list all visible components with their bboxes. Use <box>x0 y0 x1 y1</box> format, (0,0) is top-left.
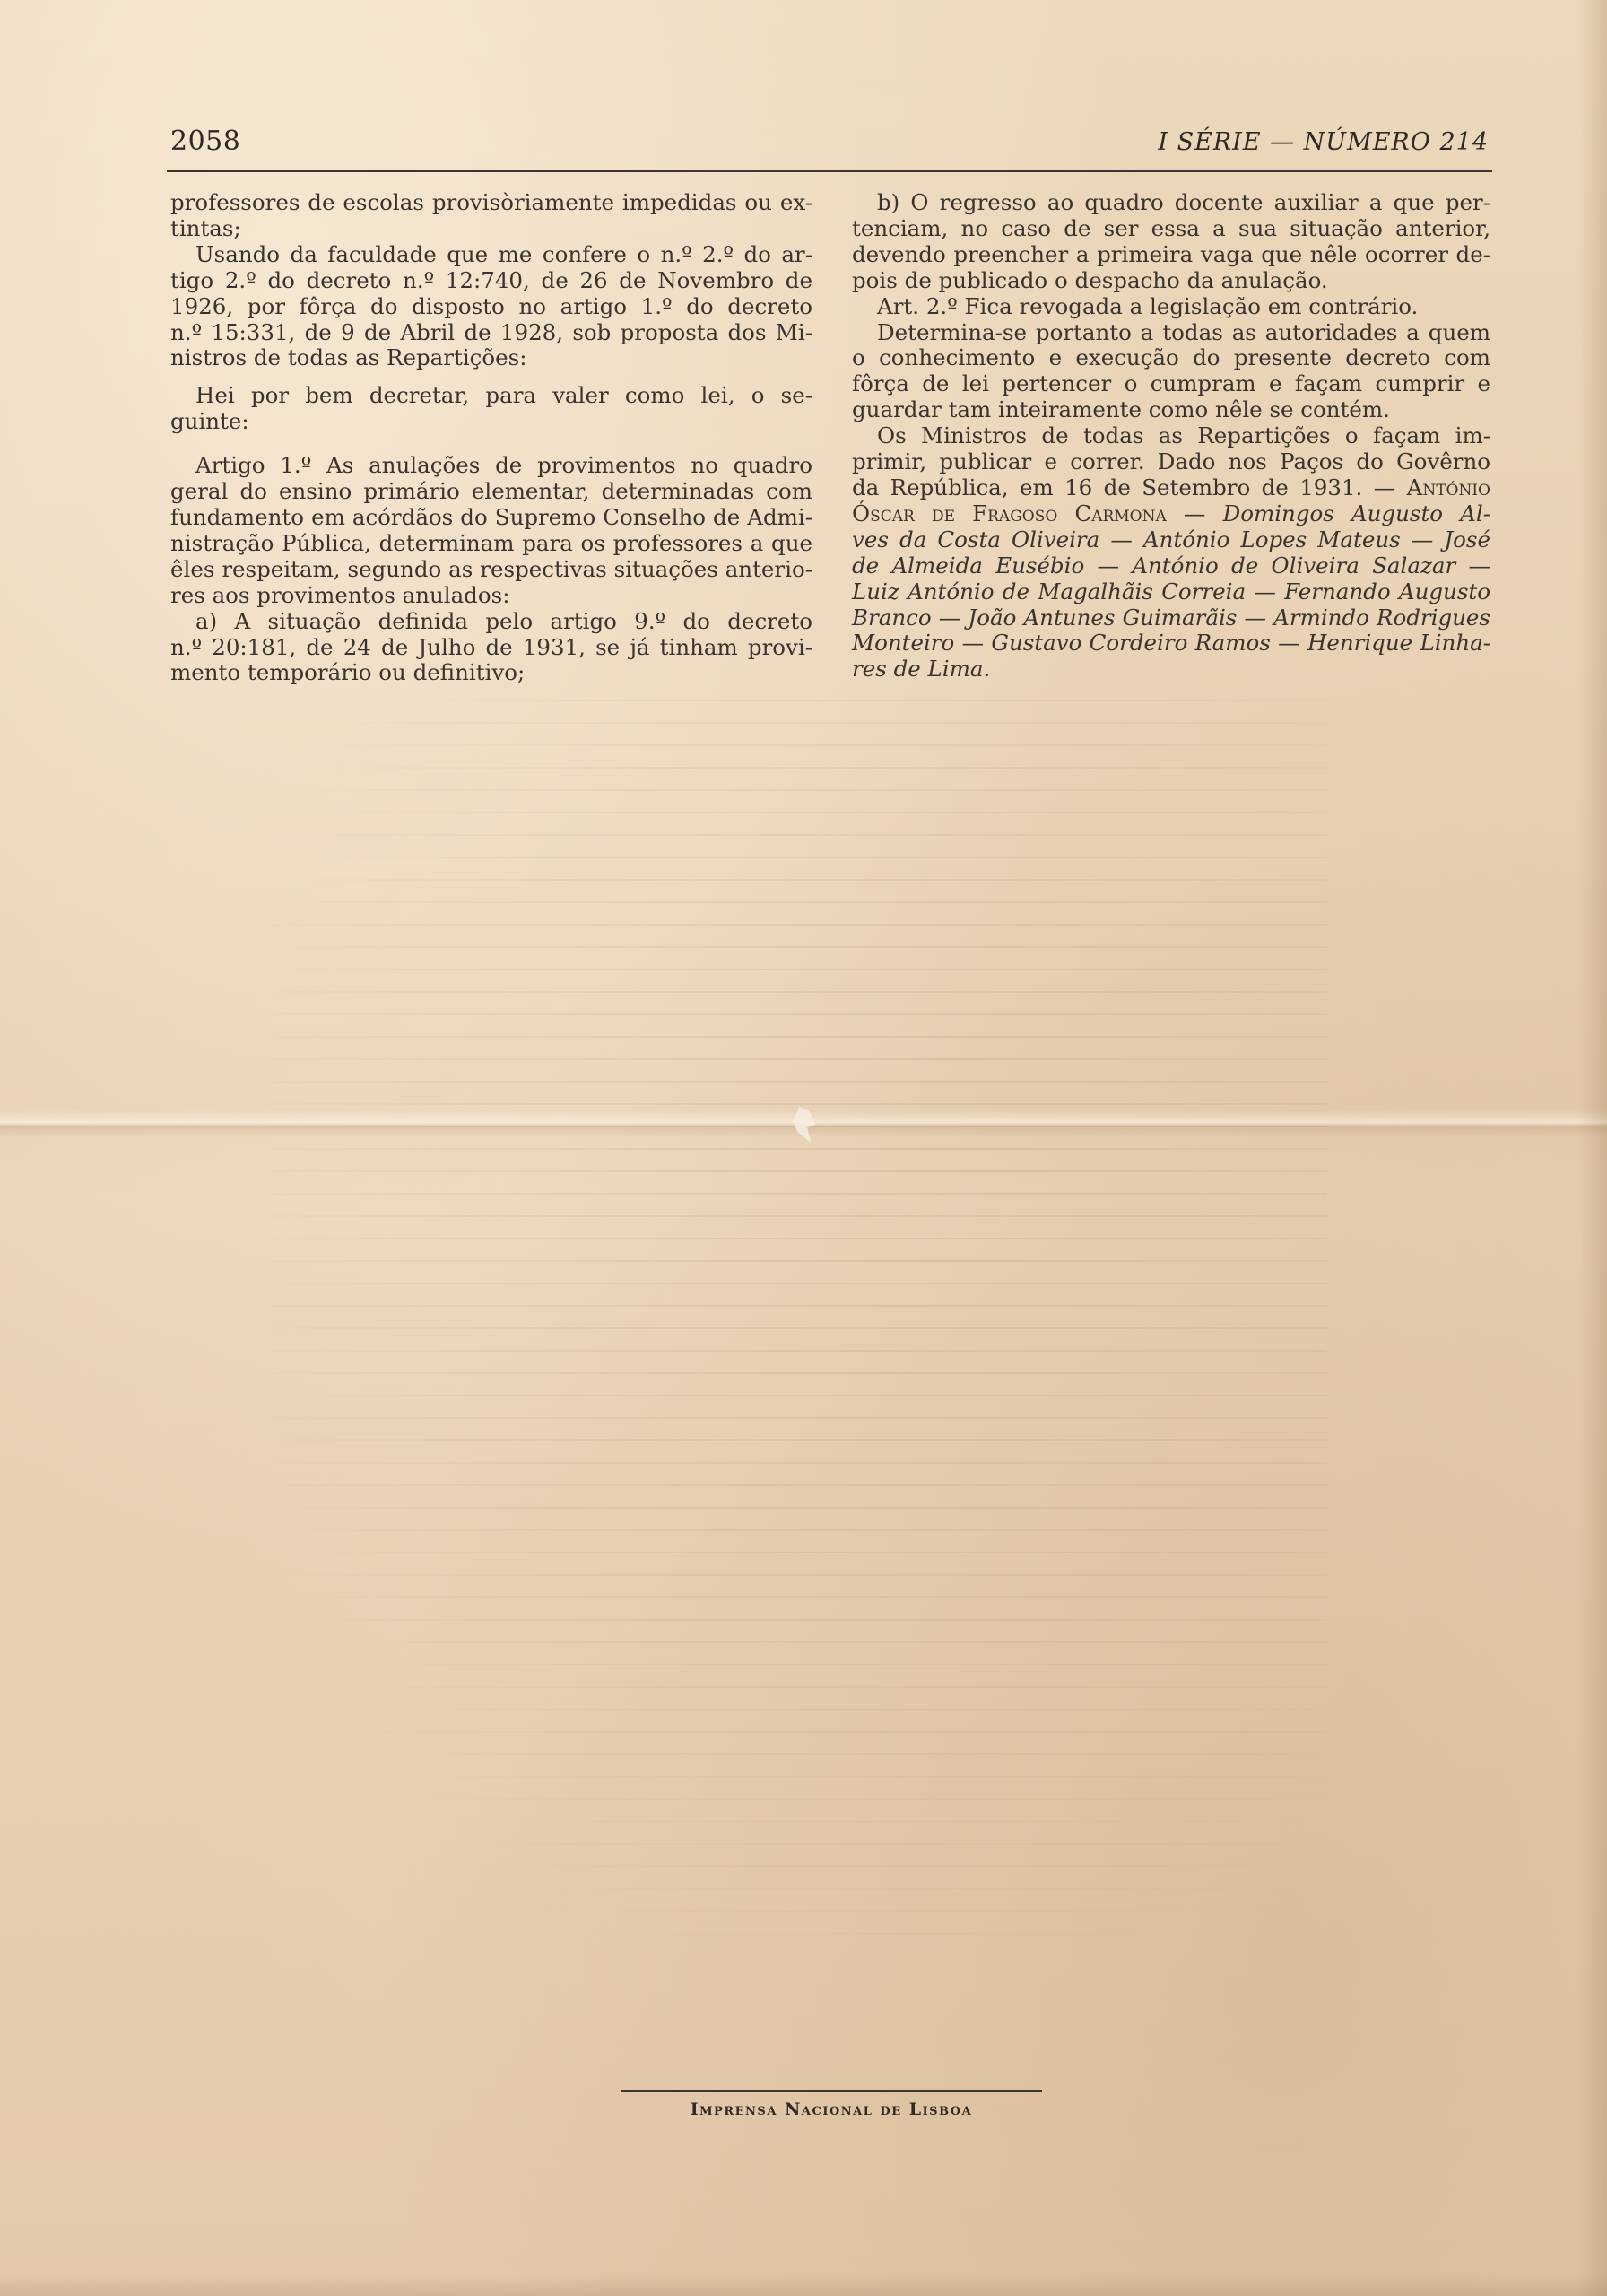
text-line: n.º 15:331, de 9 de Abril de 1928, sob proposta dos Mi- <box>170 318 812 345</box>
signatories-line: Monteiro — Gustavo Cordeiro Ramos — Henrique Linha- <box>852 630 1490 657</box>
text-line: o conhecimento e execução do presente decreto com <box>852 344 1490 371</box>
text-line: a) A situação definida pelo artigo 9.º do decreto <box>195 607 812 634</box>
series-heading: I SÉRIE — NÚMERO 214 <box>1158 128 1489 156</box>
text-line: Hei por bem decretar, para valer como lei, o se- <box>195 382 812 409</box>
text-line: êles respeitam, segundo as respectivas situações anterio- <box>170 555 812 582</box>
printer-imprint: Imprensa Nacional de Lisboa <box>690 2100 973 2119</box>
text-line <box>852 475 1490 501</box>
text-line: pois de publicado o despacho da anulação. <box>852 266 1328 293</box>
text-line: guardar tam inteiramente como nêle se contém. <box>852 396 1390 423</box>
signatories-line: Branco — João Antunes Guimarãis — Armindo Rodrigues <box>852 604 1490 631</box>
text-line: Determina-se portanto a todas as autoridades a quem <box>877 318 1490 345</box>
text-line: fôrça de lei pertencer o cumpram e façam cumprir e <box>852 370 1490 397</box>
text-line: geral do ensino primário elementar, determinadas com <box>170 478 812 505</box>
text-fragment: da República, em 16 de Setembro de 1931. — <box>852 474 1407 500</box>
text-line: 1926, por fôrça do disposto no artigo 1.º do decreto <box>170 292 812 319</box>
signatories-line: Luiz António de Magalhãis Correia — Fernando Augusto <box>852 578 1490 604</box>
page-number: 2058 <box>170 126 241 157</box>
text-line: tigo 2.º do decreto n.º 12:740, de 26 de Novembro de <box>170 266 812 293</box>
text-line: nistração Pública, determinam para os professores a que <box>170 529 812 556</box>
text-fragment: — <box>1166 500 1223 526</box>
text-line: primir, publicar e correr. Dado nos Paços do Govêrno <box>852 448 1490 475</box>
text-line: res aos provimentos anulados: <box>170 581 510 608</box>
text-line: b) O regresso ao quadro docente auxiliar a que per- <box>877 189 1490 215</box>
minister-name: Óscar de Fragoso Carmona <box>852 500 1167 526</box>
text-line: Os Ministros de todas as Repartições o façam im- <box>877 422 1490 449</box>
text-line: Artigo 1.º As anulações de provimentos no quadro <box>195 452 812 479</box>
paper-bottom-edge <box>0 2274 1607 2296</box>
text-line: mento temporário ou definitivo; <box>170 659 526 686</box>
text-line: devendo preencher a primeira vaga que nêle ocorrer de- <box>852 240 1490 267</box>
signatories-line: res de Lima. <box>852 656 991 683</box>
reverse-side-bleed-through <box>269 700 1327 1955</box>
text-line: Art. 2.º Fica revogada a legislação em contrário. <box>877 292 1419 319</box>
paper-right-edge <box>1578 0 1607 2296</box>
signatories-line: de Almeida Eusébio — António de Oliveira Salazar — <box>852 552 1490 578</box>
text-line: nistros de todas as Repartições: <box>170 344 527 371</box>
header-rule <box>167 170 1492 172</box>
minister-name: António <box>1406 474 1490 500</box>
text-line: tintas; <box>170 214 241 241</box>
right-column <box>852 190 1490 683</box>
text-line: guinte: <box>170 408 249 435</box>
signatories-line: ves da Costa Oliveira — António Lopes Mateus — José <box>852 526 1490 552</box>
text-line: n.º 20:181, de 24 de Julho de 1931, se já tinham provi- <box>170 633 812 660</box>
text-line: professores de escolas provisòriamente impedidas ou ex- <box>170 189 812 215</box>
text-line <box>852 501 1490 527</box>
minister-name: Domingos Augusto Al- <box>1222 500 1491 526</box>
left-column <box>170 190 812 686</box>
text-line: Usando da faculdade que me confere o n.º 2.º do ar- <box>195 240 812 267</box>
text-line: tenciam, no caso de ser essa a sua situação anterior, <box>852 214 1490 241</box>
footer-rule <box>621 2090 1042 2092</box>
text-line: fundamento em acórdãos do Supremo Conselho de Admi- <box>170 503 812 530</box>
